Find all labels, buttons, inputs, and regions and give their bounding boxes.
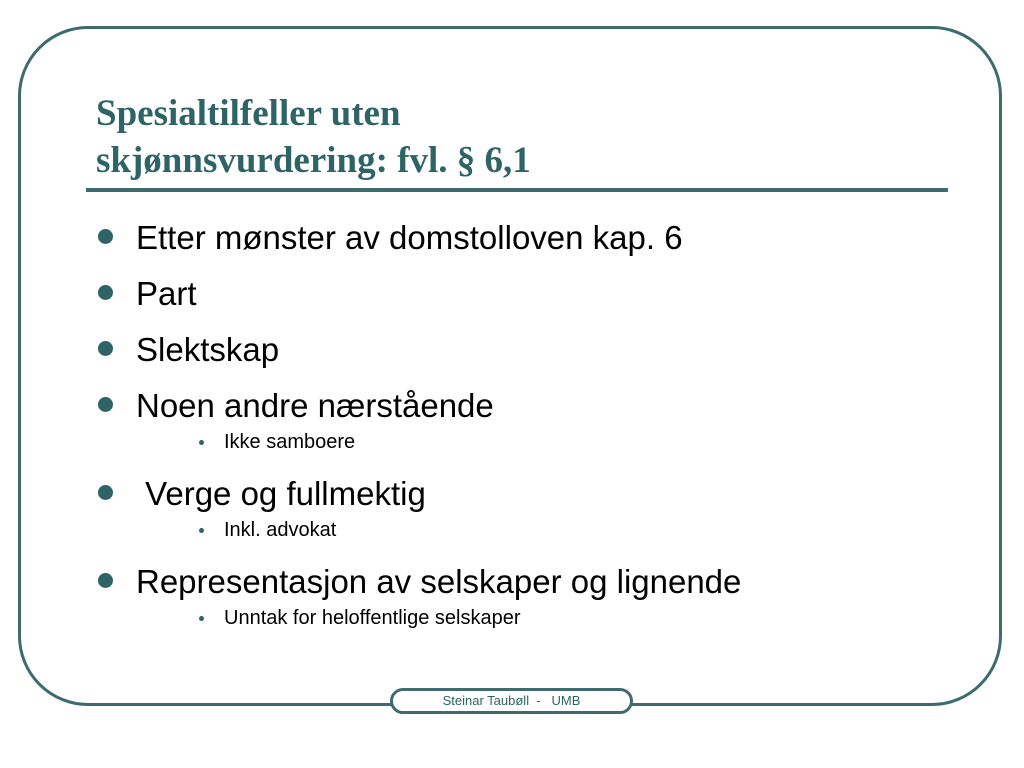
slide-title (96, 90, 936, 184)
bullet-item (98, 474, 958, 514)
bullet-text: Slektskap (136, 331, 280, 368)
slide-footer: Steinar Taubøll - UMB (390, 688, 633, 714)
bullet-item (98, 330, 958, 370)
bullet-item (98, 562, 958, 602)
bullet-text: Part (136, 275, 197, 312)
bullet-text: Noen andre nærstående (136, 387, 494, 424)
sub-bullet-item (98, 518, 958, 542)
sub-bullet-text: Ikke samboere (224, 431, 356, 453)
bullet-dot-icon (98, 285, 113, 300)
title-divider (86, 188, 948, 192)
bullet-item (98, 218, 958, 258)
bullet-list (98, 218, 958, 650)
sub-bullet-dot-icon (199, 616, 204, 621)
bullet-text: Etter mønster av domstolloven kap. 6 (136, 219, 683, 256)
sub-bullet-item (98, 606, 958, 630)
bullet-text: Representasjon av selskaper og lignende (136, 563, 742, 600)
bullet-dot-icon (98, 341, 113, 356)
bullet-dot-icon (98, 397, 113, 412)
title-line-2: skjønnsvurdering: fvl. § 6,1 (96, 140, 531, 181)
sub-bullet-text: Inkl. advokat (224, 519, 337, 541)
bullet-item (98, 274, 958, 314)
bullet-dot-icon (98, 573, 113, 588)
sub-bullet-text: Unntak for heloffentlige selskaper (224, 607, 521, 629)
bullet-dot-icon (98, 229, 113, 244)
title-line-1: Spesialtilfeller uten (96, 93, 401, 134)
bullet-dot-icon (98, 485, 113, 500)
sub-bullet-dot-icon (199, 440, 204, 445)
sub-bullet-dot-icon (199, 528, 204, 533)
sub-bullet-item (98, 430, 958, 454)
bullet-item (98, 386, 958, 426)
bullet-text: Verge og fullmektig (136, 475, 426, 512)
